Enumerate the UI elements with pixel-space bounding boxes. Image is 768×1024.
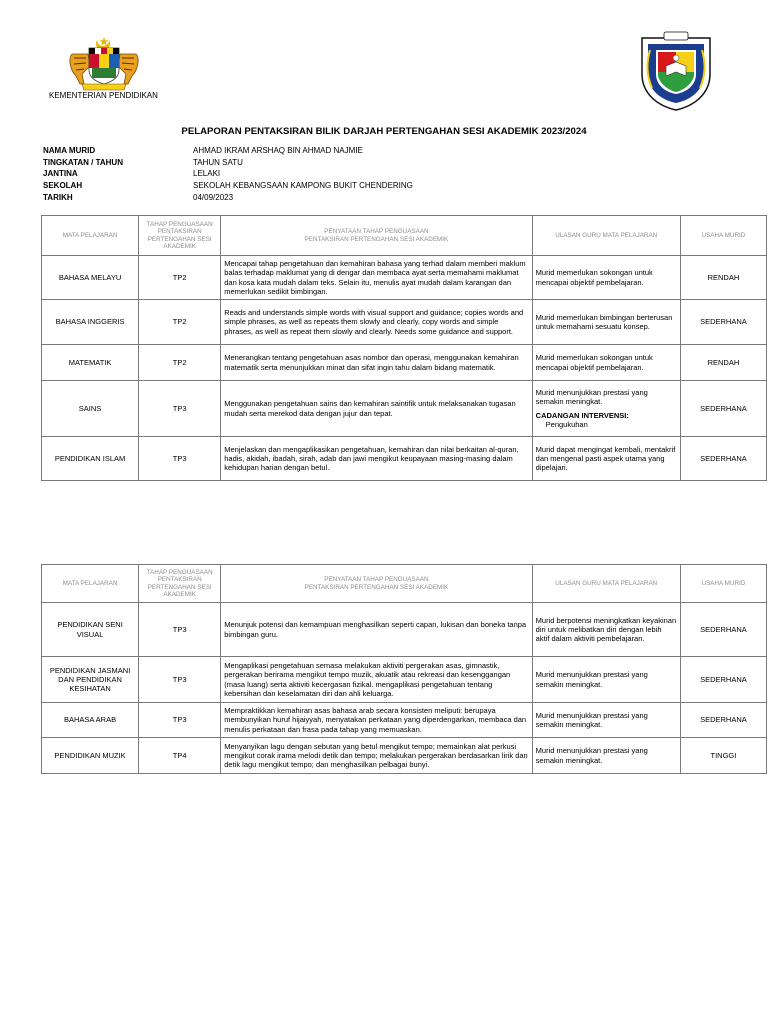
table-row [42,256,767,300]
ministry-name: KEMENTERIAN PENDIDIKAN [49,91,158,100]
effort-cell: TINGGI [680,738,766,774]
subject-cell: PENDIDIKAN SENI VISUAL [42,603,139,657]
table-header-row [42,216,767,256]
student-form-row [43,157,413,169]
column-header-statement-line1: PENYATAAN TAHAP PENGUASAAN [324,228,429,236]
effort-cell: SEDERHANA [680,603,766,657]
comment-cell: Murid menunjukkan prestasi yang semakin meningkat. [532,657,680,703]
comment-cell: Murid memerlukan bimbingan berterusan untuk memahami sesuatu konsep. [532,300,680,345]
report-title: PELAPORAN PENTAKSIRAN BILIK DARJAH PERTENGAHAN SESI AKADEMIK 2023/2024 [181,126,587,137]
table-row [42,345,767,381]
column-header-statement [221,565,532,603]
info-label: SEKOLAH [43,181,83,191]
column-header-statement-line1: PENYATAAN TAHAP PENGUASAAN [324,576,429,584]
statement-cell: Mencapai tahap pengetahuan dan kemahiran bahasa yang terhad dalam memberi maklum balas terhadap maklumat yang di dengar dan membaca ayat serta memahami maklumat dan kosa kata mudah dalam teks. Selain itu, menulis ayat mudah dalam karangan dan memerlukan sedikit bimbingan. [221,256,532,300]
table-row [42,437,767,481]
column-header-level: TAHAP PENGUASAAN PENTAKSIRAN PERTENGAHAN SESI AKADEMIK [139,216,221,256]
subject-cell: MATEMATIK [42,345,139,381]
level-cell: TP2 [139,345,221,381]
effort-cell: SEDERHANA [680,381,766,437]
level-cell: TP3 [139,703,221,738]
statement-cell: Menunjuk potensi dan kemampuan menghasilkan seperti capan, lukisan dan boneka tanpa bimbingan guru. [221,603,532,657]
comment-cell: Murid dapat mengingat kembali, mentakrif dan mengenal pasti aspek utama yang dipelajari. [532,437,680,481]
comment-cell: Murid memerlukan sokongan untuk mencapai objektif pembelajaran. [532,345,680,381]
subject-cell: PENDIDIKAN MUZIK [42,738,139,774]
effort-cell: RENDAH [680,345,766,381]
comment-cell: Murid menunjukkan prestasi yang semakin meningkat. [532,703,680,738]
school-badge-logo [636,30,716,112]
student-school-row [43,180,413,192]
intervention-label: CADANGAN INTERVENSI: [535,411,629,420]
student-name-value: AHMAD IKRAM ARSHAQ BIN AHMAD NAJMIE [193,146,363,156]
report-date-value: 04/09/2023 [193,192,234,202]
student-gender-value: LELAKI [193,169,221,179]
column-header-effort: USAHA MURID [680,565,766,603]
assessment-table-1 [41,215,767,481]
column-header-comment: ULASAN GURU MATA PELAJARAN [532,565,680,603]
student-gender-row [43,168,413,180]
level-cell: TP4 [139,738,221,774]
level-cell: TP3 [139,437,221,481]
table-header-row [42,565,767,603]
column-header-effort: USAHA MURID [680,216,766,256]
level-cell: TP2 [139,300,221,345]
student-school-value: SEKOLAH KEBANGSAAN KAMPONG BUKIT CHENDERING [193,181,413,191]
statement-cell: Mempraktikkan kemahiran asas bahasa arab secara konsisten meliputi: berupaya membunyikan huruf hijaiyyah, menyatakan perkataan yang diperdengarkan, membaca dan menulis perkataan dan frasa pada tahap yang memuaskan. [221,703,532,738]
level-cell: TP3 [139,381,221,437]
report-date-row [43,191,413,203]
ministry-coat-of-arms-logo [64,36,144,92]
column-header-level: TAHAP PENGUASAAN PENTAKSIRAN PERTENGAHAN SESI AKADEMIK [139,565,221,603]
subject-cell: BAHASA ARAB [42,703,139,738]
statement-cell: Reads and understands simple words with visual support and guidance; copies words and simple phrases, as well as repeats them slowly and clearly, copy words and simple phrases, as well as repeat them slowly and clearly. Needs some guidance and support. [221,300,532,345]
table-row [42,703,767,738]
subject-cell: PENDIDIKAN ISLAM [42,437,139,481]
column-header-statement [221,216,532,256]
comment-cell: Murid menunjukkan prestasi yang semakin meningkat. [532,738,680,774]
table-row [42,657,767,703]
student-form-value: TAHUN SATU [193,157,243,167]
comment-cell: Murid berpotensi meningkatkan keyakinan diri untuk melibatkan diri dengan lebih aktif dalam aktiviti pembelajaran. [532,603,680,657]
student-info [43,145,413,203]
level-cell: TP3 [139,657,221,703]
column-header-comment: ULASAN GURU MATA PELAJARAN [532,216,680,256]
column-header-statement-line2: PENTAKSIRAN PERTENGAHAN SESI AKADEMIK [304,235,449,243]
effort-cell: SEDERHANA [680,300,766,345]
info-label: NAMA MURID [43,146,96,156]
column-header-subject: MATA PELAJARAN [42,565,139,603]
subject-cell: BAHASA MELAYU [42,256,139,300]
subject-cell: PENDIDIKAN JASMANI DAN PENDIDIKAN KESIHATAN [42,657,139,703]
comment-cell [532,381,680,437]
subject-cell: BAHASA INGGERIS [42,300,139,345]
statement-cell: Menjelaskan dan mengaplikasikan pengetahuan, kemahiran dan nilai berkaitan al-quran, hadis, akidah, ibadah, sirah, adab dan jawi mengikut keupayaan masing-masing dalam kehidupan harian dengan betul. [221,437,532,481]
info-label: TINGKATAN / TAHUN [43,157,123,167]
statement-cell: Menggunakan pengetahuan sains dan kemahiran saintifik untuk melaksanakan tugasan mudah serta merekod data dengan jujur dan tepat. [221,381,532,437]
table-row [42,381,767,437]
subject-cell: SAINS [42,381,139,437]
statement-cell: Menyanyikan lagu dengan sebutan yang betul mengikut tempo; memainkan alat perkusi mengikut corak irama melodi detik dan tempo; melakukan pergerakan berdasarkan lirik dan detik lagu mengikut tempo; dan menghasilkan pelbagai bunyi. [221,738,532,774]
table-row [42,738,767,774]
level-cell: TP2 [139,256,221,300]
assessment-table-2 [41,564,767,774]
statement-cell: Menerangkan tentang pengetahuan asas nombor dan operasi, menggunakan kemahiran matematik serta menunjukkan minat dan sifat ingin tahu dalam bidang matematik. [221,345,532,381]
effort-cell: SEDERHANA [680,703,766,738]
comment-text: Murid menunjukkan prestasi yang semakin meningkat. [535,387,648,406]
effort-cell: SEDERHANA [680,437,766,481]
effort-cell: SEDERHANA [680,657,766,703]
table-row [42,300,767,345]
table-row [42,603,767,657]
info-label: TARIKH [43,192,73,202]
info-label: JANTINA [43,169,78,179]
statement-cell: Mengaplikasi pengetahuan semasa melakukan aktiviti pergerakan asas, gimnastik, pergerakan berirama mengikut tempo muzik, akuatik atau rekreasi dan kesenggangan (masa luang) serta aktiviti kecergasan fizikal. mengaplikasi pengetahuan tentang kebersihan dan keselamatan diri dan ahli keluarga. [221,657,532,703]
student-name-row [43,145,413,157]
column-header-subject: MATA PELAJARAN [42,216,139,256]
comment-cell: Murid memerlukan sokongan untuk mencapai objektif pembelajaran. [532,256,680,300]
intervention-value: Pengukuhan [545,420,588,430]
column-header-statement-line2: PENTAKSIRAN PERTENGAHAN SESI AKADEMIK [304,583,449,591]
level-cell: TP3 [139,603,221,657]
effort-cell: RENDAH [680,256,766,300]
